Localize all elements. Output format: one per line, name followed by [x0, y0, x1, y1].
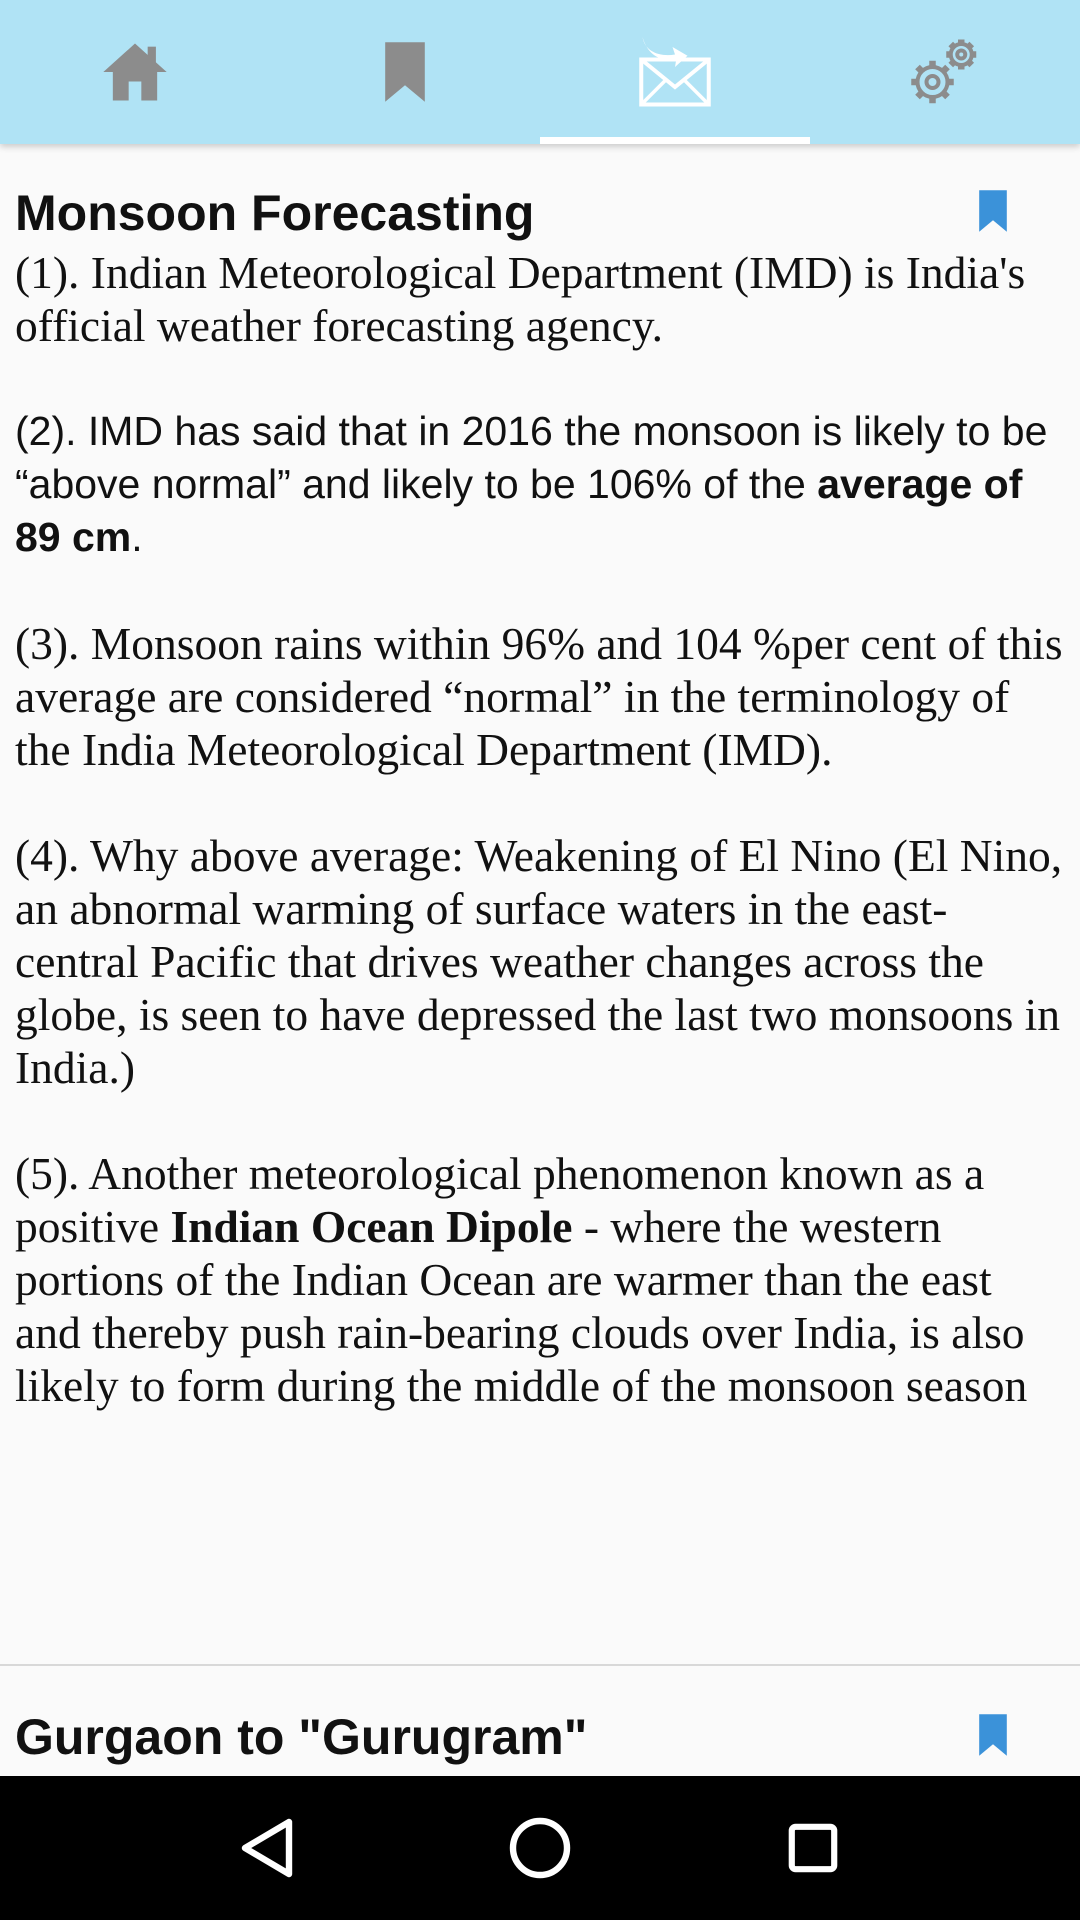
- tab-settings[interactable]: [810, 0, 1080, 144]
- top-tab-bar: [0, 0, 1080, 144]
- paragraph-5: [15, 1147, 1065, 1412]
- settings-gears-icon: [905, 32, 985, 112]
- nav-back-button[interactable]: [207, 1788, 327, 1908]
- mail-share-icon: [635, 32, 715, 112]
- bookmark-filled-icon: [976, 1712, 1010, 1758]
- paragraph-3: (3). Monsoon rains within 96% and 104 %per cent of this average are considered “normal” in the terminology of the India Meteorological Department (IMD).: [15, 618, 1063, 775]
- article-list[interactable]: [0, 144, 1080, 1776]
- paragraph-2-text: (2). IMD has said that in 2016 the monsoon is likely to be “above normal” and likely to be 106% of the: [15, 408, 1048, 507]
- system-nav-bar: [0, 1776, 1080, 1920]
- bookmark-filled-icon: [976, 188, 1010, 234]
- active-tab-indicator: [540, 137, 810, 144]
- paragraph-2: [15, 405, 1065, 564]
- article-card[interactable]: [0, 144, 1080, 1412]
- tab-home[interactable]: [0, 0, 270, 144]
- home-circle-icon: [508, 1816, 572, 1880]
- article-card-next[interactable]: [0, 1704, 1080, 1770]
- home-icon: [97, 34, 173, 110]
- paragraph-5-text: (5). Another meteorological phenomenon known as a positive: [15, 1148, 985, 1252]
- paragraph-4: (4). Why above average: Weakening of El Nino (El Nino, an abnormal warming of surface waters in the east-central Pacific that drives weather changes across the globe, is seen to have depressed the last two monsoons in India.): [15, 830, 1063, 1093]
- tab-mail-share[interactable]: [540, 0, 810, 144]
- back-icon: [237, 1816, 297, 1880]
- nav-home-button[interactable]: [480, 1788, 600, 1908]
- paragraph-2-bold: average of 89 cm: [15, 461, 1023, 560]
- paragraph-5-end: - where the western portions of the Indian Ocean are warmer than the east and thereby push rain-bearing clouds over India, is also likely to form during the middle of the monsoon season: [15, 1201, 1028, 1411]
- paragraph-5-bold: Indian Ocean Dipole: [170, 1201, 573, 1252]
- bookmark-button[interactable]: [976, 188, 1010, 239]
- paragraph-2-end: .: [131, 514, 143, 560]
- tab-bookmarks[interactable]: [270, 0, 540, 144]
- article-body: [15, 246, 1065, 1412]
- bookmark-icon: [380, 39, 430, 105]
- next-bookmark-button[interactable]: [976, 1712, 1010, 1763]
- card-divider: [0, 1664, 1080, 1666]
- paragraph-1: (1). Indian Meteorological Department (IMD) is India's official weather forecasting agency.: [15, 247, 1026, 351]
- article-title: Monsoon Forecasting: [15, 185, 535, 241]
- nav-recents-button[interactable]: [753, 1788, 873, 1908]
- recents-icon: [786, 1821, 840, 1875]
- next-article-title: Gurgaon to "Gurugram": [15, 1709, 588, 1765]
